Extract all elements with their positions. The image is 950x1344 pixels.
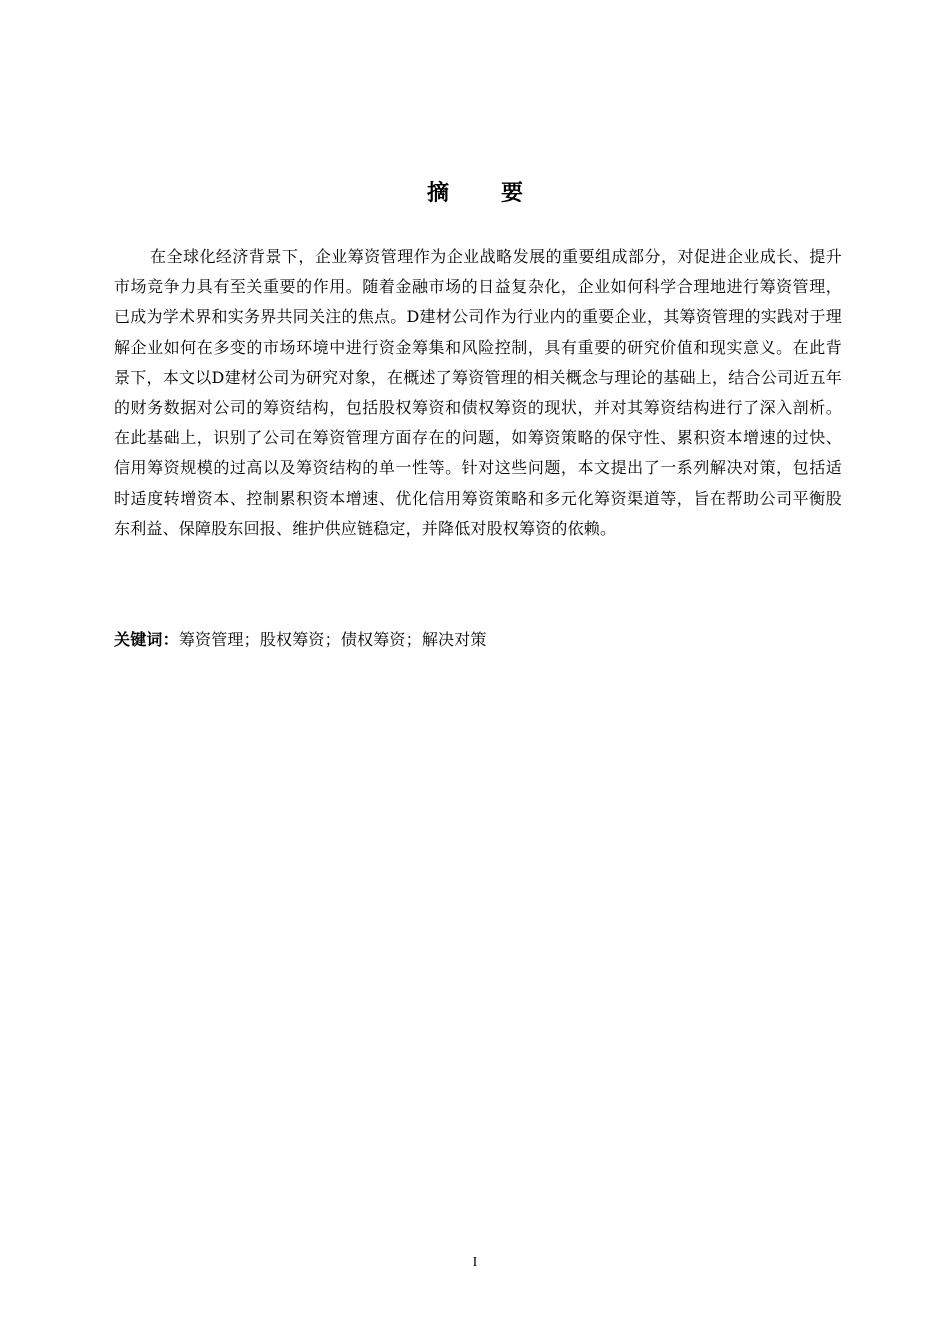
page-number: I xyxy=(472,1255,478,1270)
keywords-label: 关键词： xyxy=(114,630,179,649)
keywords-line xyxy=(114,625,842,655)
heading-char-1: 摘 xyxy=(426,181,449,206)
abstract-heading xyxy=(0,178,950,210)
abstract-body: 在全球化经济背景下，企业筹资管理作为企业战略发展的重要组成部分，对促进企业成长、提升市场竞争力具有至关重要的作用。随着金融市场的日益复杂化，企业如何科学合理地进行筹资管理，已成为学术界和实务界共同关注的焦点。D建材公司作为行业内的重要企业，其筹资管理的实践对于理解企业如何在多变的市场环境中进行资金筹集和风险控制，具有重要的研究价值和现实意义。在此背景下，本文以D建材公司为研究对象，在概述了筹资管理的相关概念与理论的基础上，结合公司近五年的财务数据对公司的筹资结构，包括股权筹资和债权筹资的现状，并对其筹资结构进行了深入剖析。在此基础上，识别了公司在筹资管理方面存在的问题，如筹资策略的保守性、累积资本增速的过快、信用筹资规模的过高以及筹资结构的单一性等。针对这些问题，本文提出了一系列解决对策，包括适时适度转增资本、控制累积资本增速、优化信用筹资策略和多元化筹资渠道等，旨在帮助公司平衡股东利益、保障股东回报、维护供应链稳定，并降低对股权筹资的依赖。 xyxy=(114,247,842,538)
heading-char-2: 要 xyxy=(501,181,524,206)
keywords-list: 筹资管理；股权筹资；债权筹资；解决对策 xyxy=(178,630,487,649)
